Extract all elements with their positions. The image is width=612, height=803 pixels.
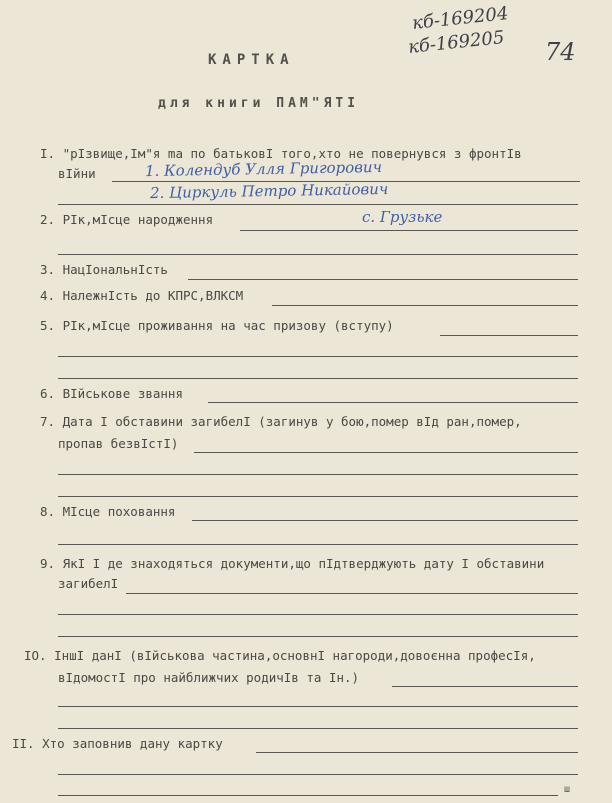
field-1-value-2: 2. Циркуль Петро Никайович xyxy=(149,179,389,203)
field-9-rule-3 xyxy=(58,636,578,637)
card-title: КАРТКА xyxy=(208,52,295,68)
field-1-label-cont: вІйни xyxy=(58,166,96,181)
field-7-rule-3 xyxy=(58,496,578,497)
field-1-label: I. "рІзвище,Ім"я ma по батьковІ того,хто не повернувся з фронтІв xyxy=(40,146,522,161)
archive-ref-1: кб-169204 xyxy=(411,3,510,34)
page-number: 74 xyxy=(545,38,576,66)
field-10-label-cont: вІдомостІ про найближчих родичІв та Ін.) xyxy=(58,670,360,685)
field-11-rule-3 xyxy=(58,795,558,796)
field-8-rule-2 xyxy=(58,544,578,545)
field-3-rule xyxy=(188,279,578,280)
field-8-label: 8. МІсце поховання xyxy=(40,504,176,519)
field-11-rule-1 xyxy=(256,752,578,753)
field-9-label: 9. ЯкІ І де знаходяться документи,що пІдтверджують дату І обставини xyxy=(40,556,545,571)
corner-mark: ш xyxy=(564,784,571,795)
field-6-label: 6. ВІйськове звання xyxy=(40,386,183,401)
field-5-rule-2 xyxy=(58,356,578,357)
field-7-rule-2 xyxy=(58,474,578,475)
field-2-label: 2. РІк,мІсце народження xyxy=(40,212,214,227)
field-8-rule-1 xyxy=(192,520,578,521)
field-5-rule-3 xyxy=(58,378,578,379)
card-subtitle: для книги ПАМ"ЯТІ xyxy=(158,96,360,111)
field-9-label-cont: загибелІ xyxy=(58,576,119,591)
field-11-rule-2 xyxy=(58,774,578,775)
field-4-rule xyxy=(272,305,578,306)
field-1-value-1: 1. Колендуб Улля Григорович xyxy=(144,157,383,181)
field-10-rule-2 xyxy=(58,706,578,707)
field-3-label: 3. НацІональнІсть xyxy=(40,262,168,277)
field-11-label: II. Хто заповнив дану картку xyxy=(12,736,223,751)
field-9-rule-1 xyxy=(126,593,578,594)
field-10-rule-3 xyxy=(58,728,578,729)
field-2-value: с. Грузьке xyxy=(362,208,443,226)
field-10-rule-1 xyxy=(392,686,578,687)
field-1-rule-2 xyxy=(58,204,578,205)
field-2-rule-2 xyxy=(58,254,578,255)
field-6-rule xyxy=(208,402,578,403)
field-7-label-cont: пропав безвІстІ) xyxy=(58,436,179,451)
field-5-label: 5. РІк,мІсце проживання на час призову (вступу) xyxy=(40,318,394,333)
field-7-label: 7. Дата І обставини загибелІ (загинув у бою,помер вІд ран,помер, xyxy=(40,414,522,429)
field-4-label: 4. НалежнІсть до КПРС,ВЛКСМ xyxy=(40,288,244,303)
field-2-rule-1 xyxy=(240,230,578,231)
field-5-rule-1 xyxy=(440,335,578,336)
field-10-label: IO. ІншІ данІ (вІйськова частина,основнІ нагороди,довоєнна професІя, xyxy=(24,648,536,663)
field-9-rule-2 xyxy=(58,614,578,615)
archive-ref-2: кб-169205 xyxy=(407,27,506,58)
field-7-rule-1 xyxy=(194,452,578,453)
